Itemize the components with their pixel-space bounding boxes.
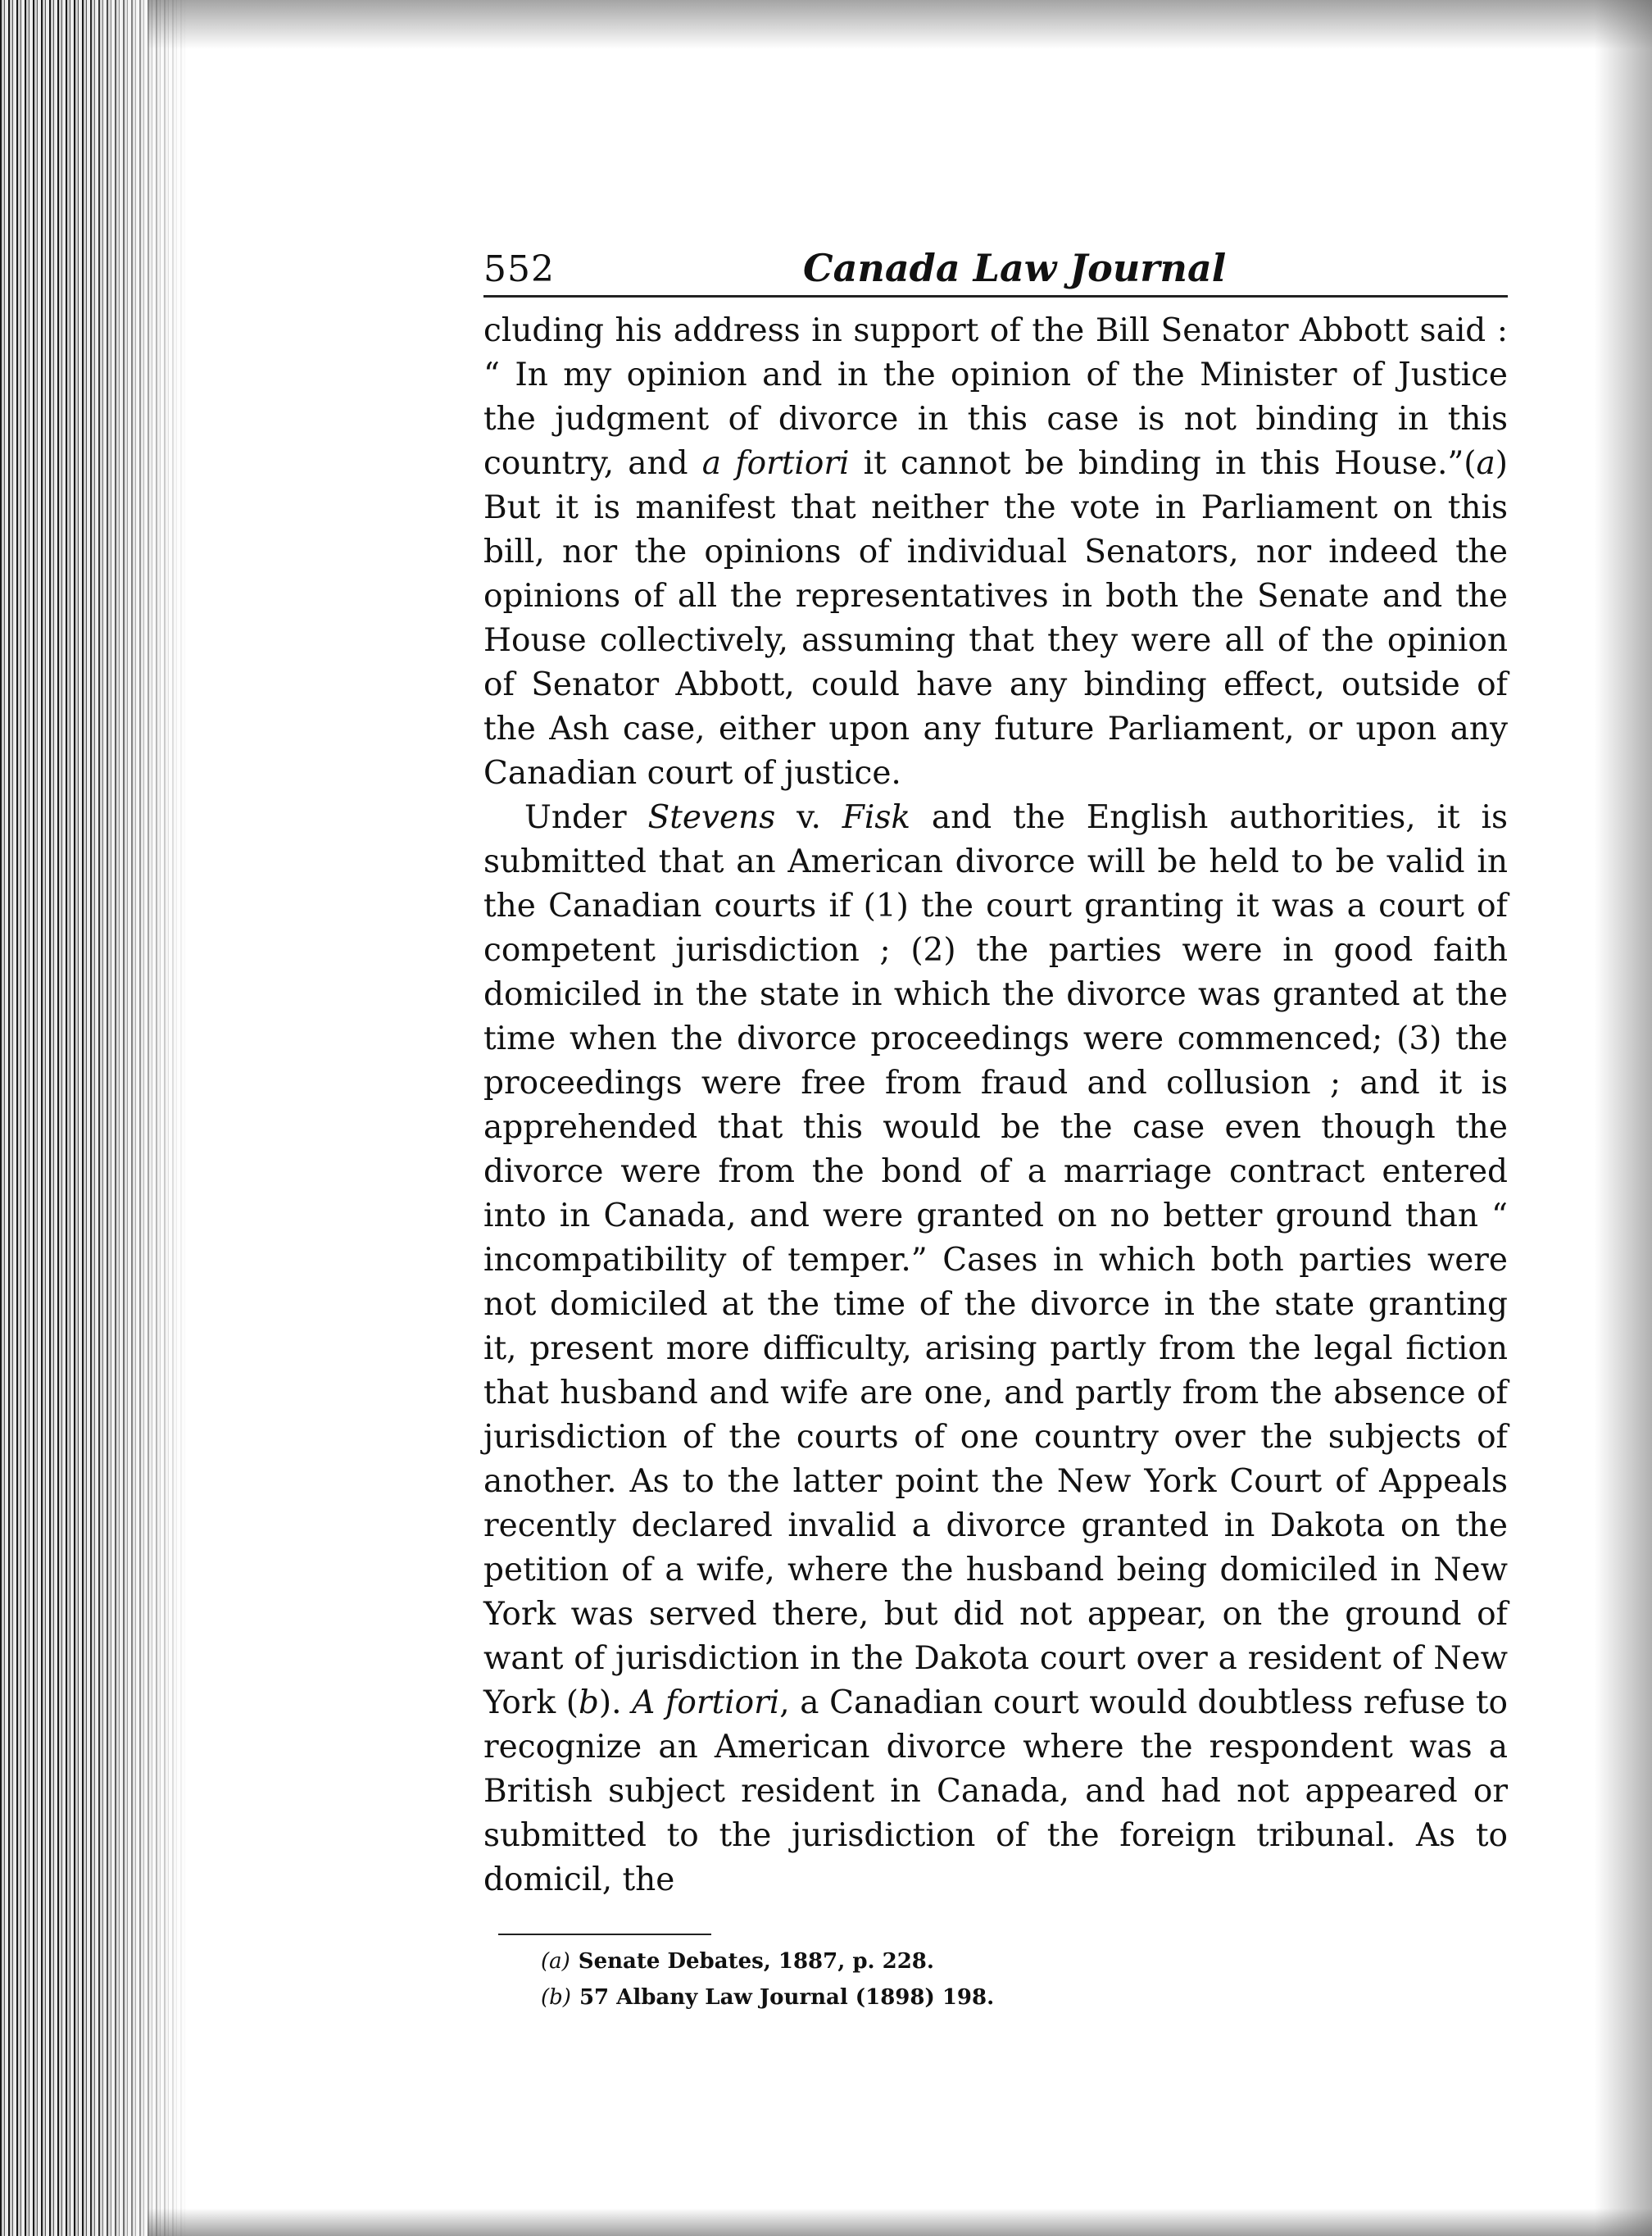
paragraph-1 [483,309,1508,796]
text-run: ) But it is manifest that neither the vote in Parliament on this bill, nor the opinions of individual Senators, nor indeed the opinions of all the representatives in both the Senate and the House collectively, assuming that they were all of the opinion of Senator Abbott, could have any binding effect, outside of the Ash case, either upon any future Parliament, or upon any Canadian court of justice. [483,445,1508,792]
text-run: ). [598,1684,633,1721]
journal-page [483,238,1508,2016]
footnote-ref-b: b [578,1684,599,1721]
footnote-text: Senate Debates, 1887, p. 228. [578,1949,934,1974]
paragraph-2 [483,796,1508,1902]
text-run: v. [775,799,842,836]
footnotes [483,1943,1508,2016]
italic-run: A fortiori [632,1684,780,1721]
scan-bottom-edge [148,2208,1652,2236]
scan-right-edge [1595,0,1652,2236]
scan-top-edge [148,0,1652,49]
italic-run: a fortiori [701,445,850,482]
footnote-b [541,1979,1508,2016]
footnote-a [541,1943,1508,1979]
page-number: 552 [483,248,555,290]
journal-title: Canada Law Journal [803,246,1227,290]
body-text [483,309,1508,1902]
text-run: , a Canadian court would doubtless refuse to recognize an American divorce where the respondent was a British subject resident in Canada, and had not appeared or submitted to the jurisdiction of the foreign tribunal. As to domicil, the [483,1684,1508,1898]
scan-left-edge [0,0,188,2236]
case-name-stevens: Stevens [647,799,776,836]
footnote-divider [498,1934,711,1935]
footnote-mark: (b) [541,1985,571,2010]
running-head [483,238,1508,298]
footnote-ref-a: a [1476,445,1495,482]
text-run: and the English authorities, it is submitted that an American divorce will be held to be valid in the Canadian courts if (1) the court granting it was a court of competent jurisdiction ; (2) the parties were in good faith domiciled in the state in which the divorce was granted at the time when the divorce proceedings were commenced; (3) the proceedings were free from fraud and collusion ; and it is apprehended that this would be the case even though the divorce were from the bond of a marriage contract entered into in Canada, and were granted on no better ground than “ incompatibility of temper.” Cases in which both parties were not domiciled at the time of the divorce in the state granting it, present more difficulty, arising partly from the legal fiction that husband and wife are one, and partly from the absence of jurisdiction of the courts of one country over the subjects of another. As to the latter point the New York Court of Appeals recently declared invalid a divorce granted in Dakota on the petition of a wife, where the husband being domiciled in New York was served there, but did not appear, on the ground of want of jurisdiction in the Dakota court over a resident of New York ( [483,799,1508,1721]
footnote-text: 57 Albany Law Journal (1898) 198. [579,1985,995,2010]
text-run: it cannot be binding in this House.”( [849,445,1477,482]
footnote-mark: (a) [541,1949,570,1974]
text-run: Under [524,799,648,836]
case-name-fisk: Fisk [842,799,910,836]
text-run: cluding his address in support of the Bill Senator Abbott said : “ In my opinion and in the opinion of the Minister of Justice the judgment of divorce in this case is not binding in this country, and [483,312,1508,482]
